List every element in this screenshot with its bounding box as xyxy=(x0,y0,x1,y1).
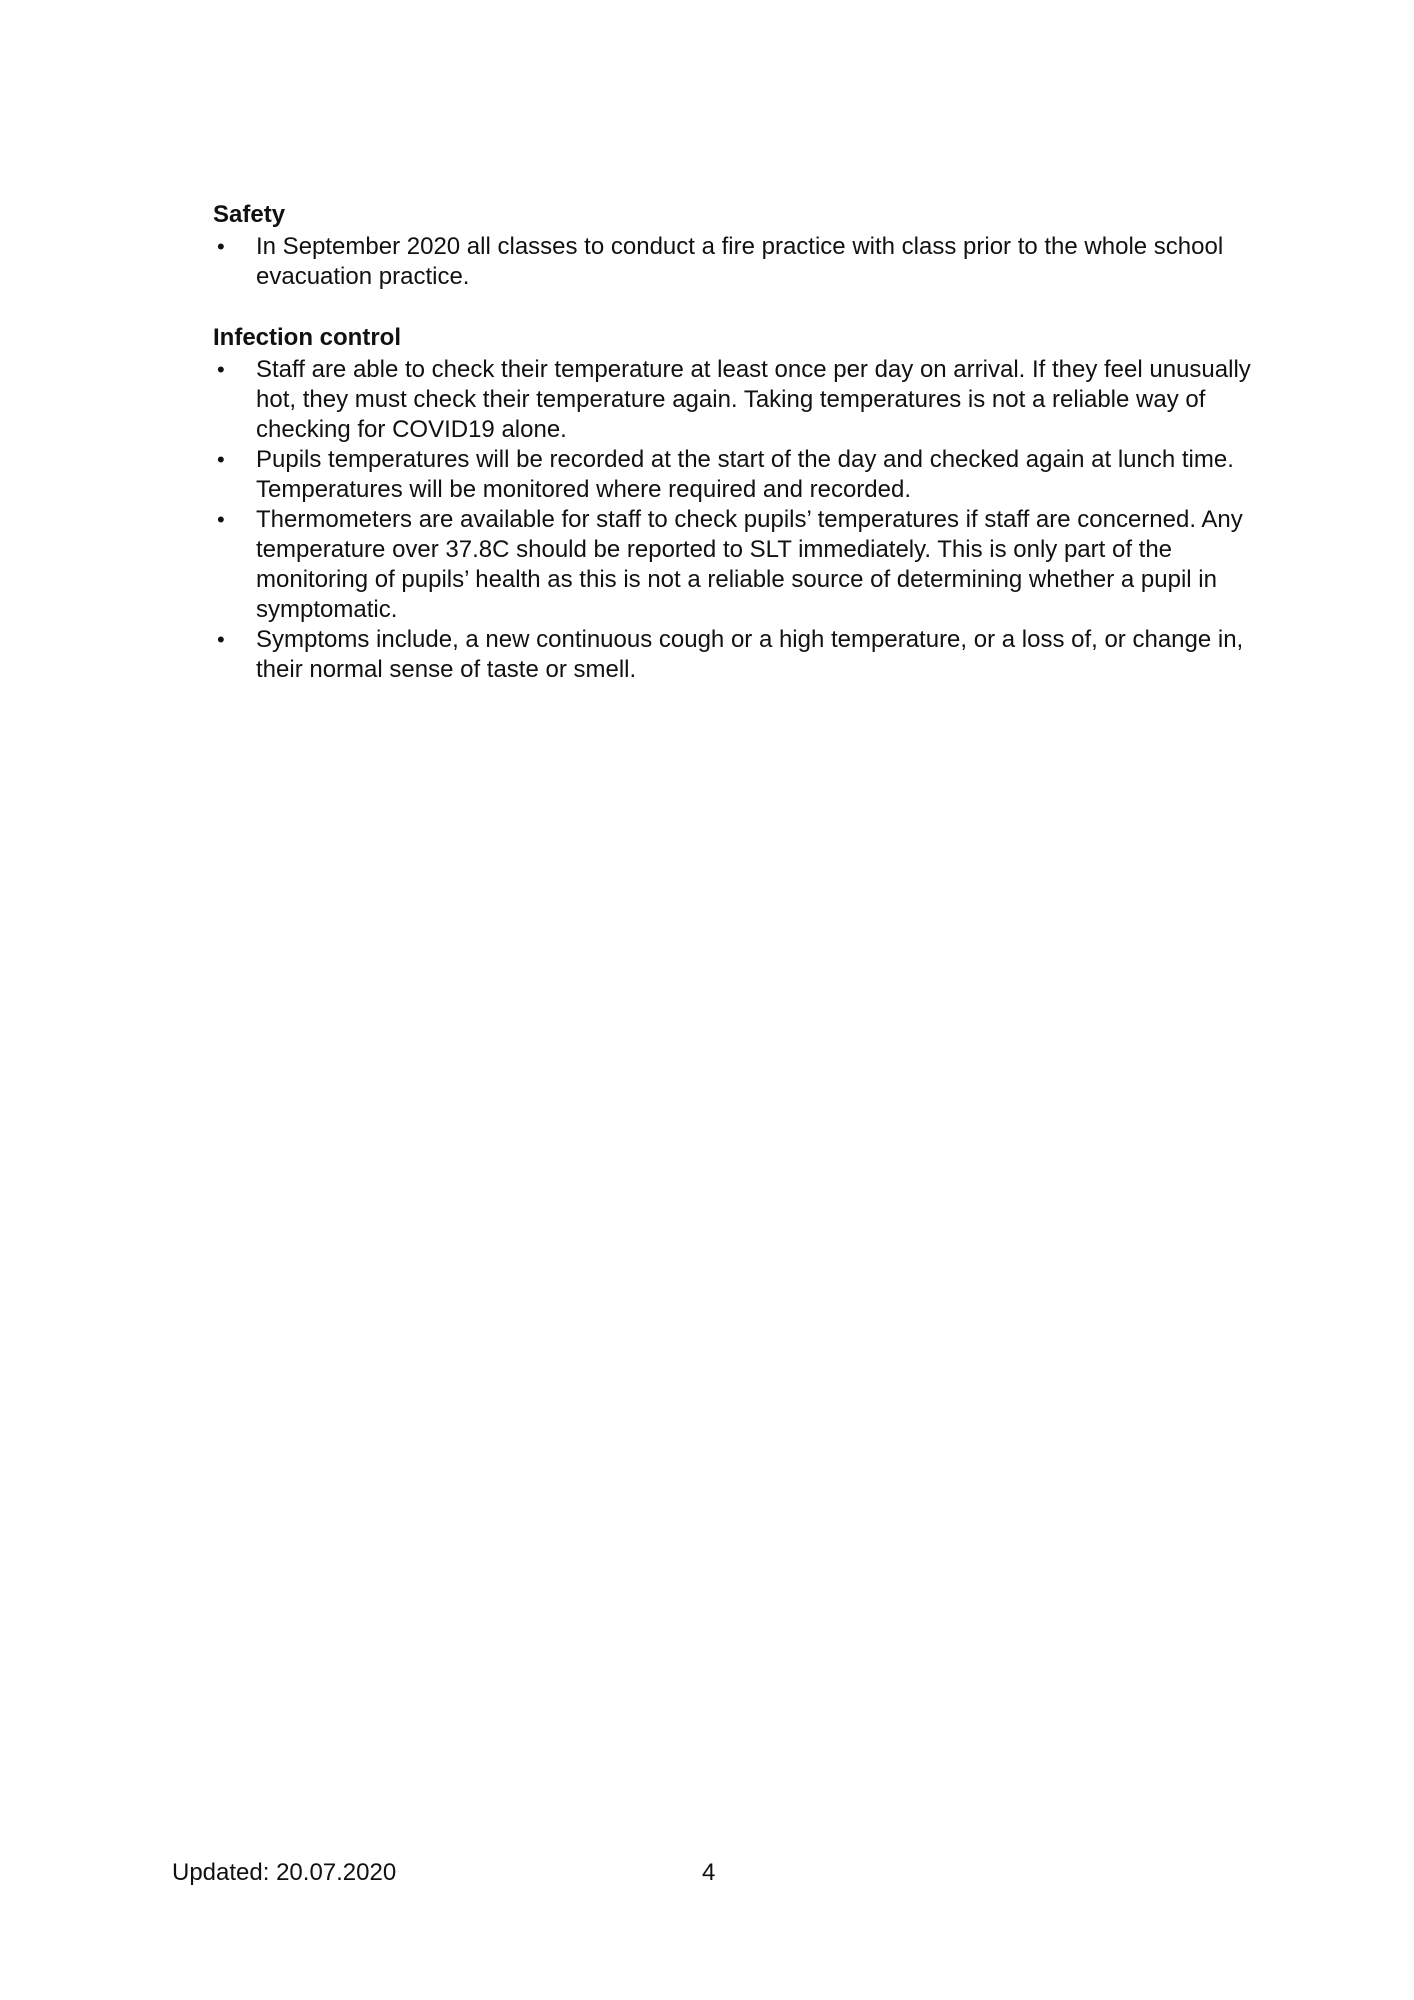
list-item xyxy=(213,232,1253,292)
list-item xyxy=(213,445,1253,505)
bullet-icon: • xyxy=(217,507,225,532)
list-item-text: Symptoms include, a new continuous cough or a high temperature, or a loss of, or change in, their normal sense of taste or smell. xyxy=(256,626,1244,683)
bullet-list xyxy=(213,355,1253,685)
section-safety xyxy=(213,200,1253,292)
list-item-text: Pupils temperatures will be recorded at the start of the day and checked again at lunch time. Temperatures will be monitored where required and recorded. xyxy=(256,446,1234,503)
section-heading: Infection control xyxy=(213,324,401,351)
bullet-icon: • xyxy=(217,357,225,382)
list-item xyxy=(213,505,1253,625)
bullet-icon: • xyxy=(217,447,225,472)
bullet-list xyxy=(213,232,1253,292)
list-item-text: Thermometers are available for staff to check pupils’ temperatures if staff are concerned. Any temperature over 37.8C should be reported to SLT immediately. This is only part of the monitoring of pupils’ health as this is not a reliable source of determining whether a pupil in symptomatic. xyxy=(256,506,1243,623)
section-heading: Safety xyxy=(213,201,286,228)
bullet-icon: • xyxy=(217,627,225,652)
list-item-text: Staff are able to check their temperature at least once per day on arrival. If they feel unusually hot, they must check their temperature again. Taking temperatures is not a reliable way of checking for COVID19 alone. xyxy=(256,356,1251,443)
list-item xyxy=(213,355,1253,445)
section-infection-control xyxy=(213,323,1253,685)
footer-updated-date: Updated: 20.07.2020 xyxy=(172,1859,397,1886)
list-item-text: In September 2020 all classes to conduct a fire practice with class prior to the whole school evacuation practice. xyxy=(256,233,1224,290)
bullet-icon: • xyxy=(217,234,225,259)
list-item xyxy=(213,625,1253,685)
footer-page-number: 4 xyxy=(702,1859,716,1886)
